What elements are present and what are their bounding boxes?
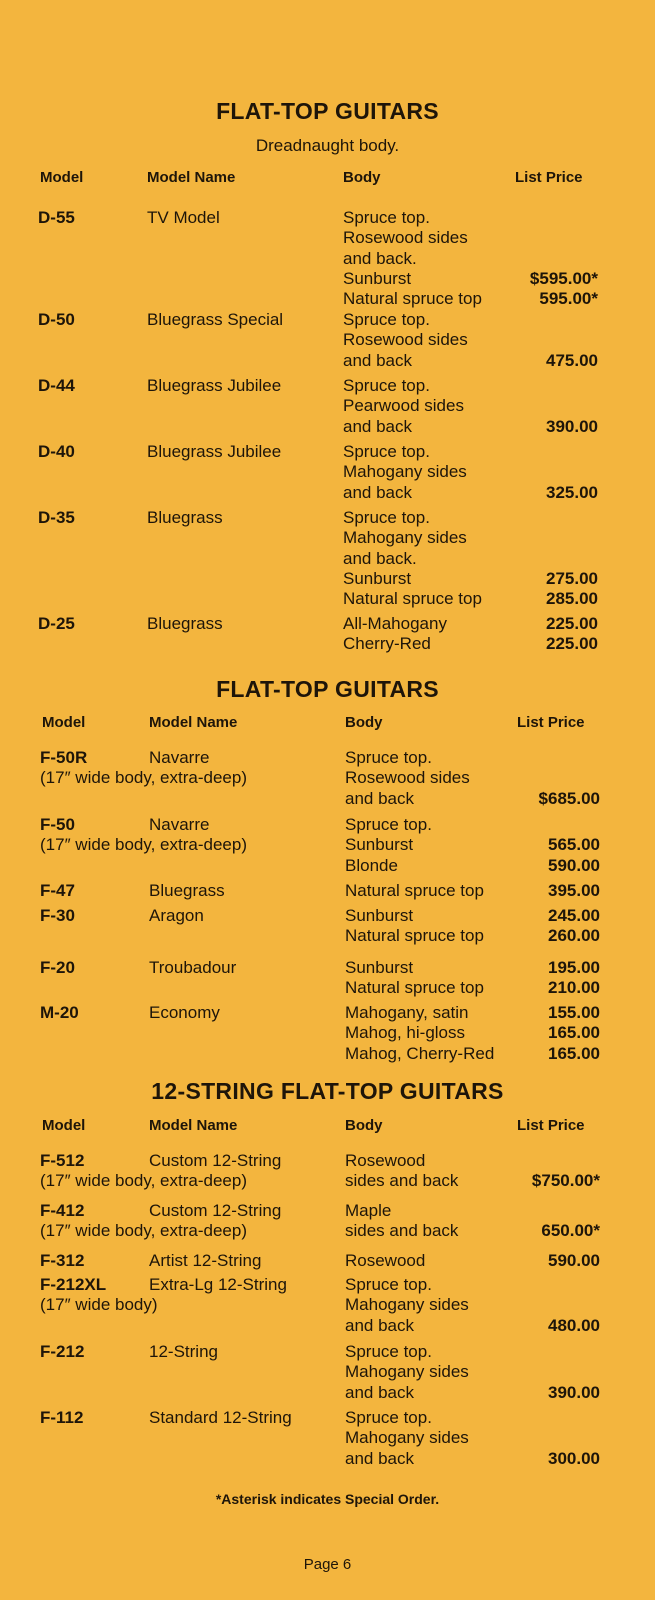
section-subtitle-dreadnaught: Dreadnaught body. [255,136,400,155]
model-code: F-112 [40,1408,84,1427]
column-header-model-name: Model Name [147,169,236,186]
model-name: Bluegrass [149,881,225,900]
body-spec: Spruce top. [343,376,430,395]
body-spec: Natural spruce top [345,881,484,900]
list-price: 650.00* [541,1221,600,1241]
column-header-model: Model [42,1117,86,1134]
body-spec: Rosewood [345,1151,426,1170]
section-title-12-string: 12-STRING FLAT-TOP GUITARS [151,1078,504,1104]
model-code: F-212 [40,1342,85,1361]
body-spec: and back [343,350,412,370]
body-spec: Mahogany sides [343,528,467,548]
model-code: F-20 [40,958,75,977]
body-spec: All-Mahogany [343,614,447,633]
model-code: F-212XL [40,1275,107,1294]
body-spec: Cherry-Red [343,634,431,654]
list-price: 390.00 [546,416,598,436]
model-code: M-20 [40,1003,79,1022]
body-spec: Pearwood sides [343,396,464,416]
column-header-model-name: Model Name [149,1117,238,1134]
section-title-flat-top-2: FLAT-TOP GUITARS [216,676,439,702]
list-price: 210.00 [548,978,600,998]
list-price: 165.00 [548,1043,600,1063]
section-title-flat-top: FLAT-TOP GUITARS [216,98,439,124]
list-price: 590.00 [548,855,600,875]
body-spec: Spruce top. [343,208,430,227]
body-spec: Rosewood sides [343,330,468,350]
body-spec: Spruce top. [343,508,430,527]
body-spec: Sunburst [345,835,414,855]
model-code: D-35 [38,508,75,527]
model-dimensions: (17″ wide body, extra-deep) [40,1221,247,1241]
model-name: Troubadour [149,958,237,977]
body-spec: Spruce top. [343,442,430,461]
list-price: 245.00 [548,906,600,925]
body-spec: Spruce top. [345,1275,432,1294]
special-order-footnote: *Asterisk indicates Special Order. [215,1491,440,1507]
list-price: 475.00 [546,350,598,370]
body-spec: and back [345,1382,414,1402]
body-spec: Natural spruce top [343,589,482,609]
list-price: $685.00 [538,788,600,808]
model-dimensions: (17″ wide body, extra-deep) [40,768,247,788]
body-spec: Rosewood [345,1251,426,1270]
column-header-body: Body [345,714,383,731]
model-name: Navarre [149,815,210,834]
body-spec: Sunburst [343,568,412,588]
body-spec: and back. [343,548,417,568]
model-code: D-44 [38,376,75,395]
body-spec: Natural spruce top [343,289,482,309]
model-code: D-40 [38,442,75,461]
model-code: F-412 [40,1201,85,1220]
model-name: Bluegrass Jubilee [147,442,282,461]
column-header-body: Body [345,1117,383,1134]
model-code: F-512 [40,1151,85,1170]
column-header-model: Model [40,169,84,186]
model-code: F-312 [40,1251,85,1270]
body-spec: Rosewood sides [345,768,470,788]
model-code: D-25 [38,614,75,633]
model-name: Artist 12-String [149,1251,262,1270]
body-spec: Spruce top. [343,310,430,329]
body-spec: Mahog, Cherry-Red [345,1043,495,1063]
model-code: F-30 [40,906,75,925]
body-spec: sides and back [345,1221,459,1241]
list-price: 155.00 [548,1003,600,1022]
model-name: Bluegrass Special [147,310,284,329]
page-number: Page 6 [303,1556,352,1573]
model-dimensions: (17″ wide body) [40,1295,158,1315]
model-name: Aragon [149,906,204,925]
model-name: Custom 12-String [149,1201,282,1220]
column-header-list-price: List Price [517,1117,585,1134]
model-code: F-47 [40,881,75,900]
body-spec: and back [343,416,412,436]
column-header-list-price: List Price [515,169,583,186]
model-name: Bluegrass Jubilee [147,376,282,395]
body-spec: sides and back [345,1171,459,1191]
body-spec: Mahogany sides [345,1428,469,1448]
model-code: F-50R [40,748,88,767]
model-name: TV Model [147,208,220,227]
list-price: 390.00 [548,1382,600,1402]
body-spec: Mahog, hi-gloss [345,1023,466,1043]
body-spec: Sunburst [345,958,414,977]
list-price: 165.00 [548,1023,600,1043]
body-spec: Mahogany, satin [345,1003,469,1022]
list-price: $750.00* [531,1171,600,1191]
list-price: 285.00 [546,589,598,609]
body-spec: Sunburst [345,906,414,925]
model-code: D-50 [38,310,75,329]
list-price: 300.00 [548,1448,600,1468]
body-spec: Spruce top. [345,1408,432,1427]
model-name: Standard 12-String [149,1408,292,1427]
body-spec: and back [345,788,414,808]
body-spec: Spruce top. [345,748,432,767]
body-spec: Mahogany sides [345,1362,469,1382]
model-name: Bluegrass [147,508,223,527]
list-price: $595.00* [529,268,598,288]
column-header-model-name: Model Name [149,714,238,731]
body-spec: Sunburst [343,268,412,288]
model-name: Extra-Lg 12-String [149,1275,287,1294]
list-price: 325.00 [546,482,598,502]
model-code: D-55 [38,208,75,227]
model-name: 12-String [149,1342,218,1361]
body-spec: Mahogany sides [343,462,467,482]
model-name: Economy [149,1003,220,1022]
column-header-list-price: List Price [517,714,585,731]
body-spec: Rosewood sides [343,228,468,248]
body-spec: Blonde [345,855,398,875]
column-header-model: Model [42,714,86,731]
model-name: Navarre [149,748,210,767]
body-spec: Mahogany sides [345,1295,469,1315]
body-spec: and back. [343,248,417,268]
list-price: 590.00 [548,1251,600,1270]
body-spec: and back [343,482,412,502]
column-header-body: Body [343,169,381,186]
list-price: 195.00 [548,958,600,977]
list-price: 595.00* [539,289,598,309]
list-price: 480.00 [548,1315,600,1335]
model-code: F-50 [40,815,75,834]
body-spec: and back [345,1448,414,1468]
list-price: 395.00 [548,881,600,900]
model-name: Custom 12-String [149,1151,282,1170]
list-price: 225.00 [546,614,598,633]
body-spec: Spruce top. [345,815,432,834]
model-name: Bluegrass [147,614,223,633]
list-price: 260.00 [548,926,600,946]
body-spec: Natural spruce top [345,926,484,946]
body-spec: Maple [345,1201,392,1220]
body-spec: and back [345,1315,414,1335]
model-dimensions: (17″ wide body, extra-deep) [40,1171,247,1191]
body-spec: Natural spruce top [345,978,484,998]
list-price: 275.00 [546,568,598,588]
body-spec: Spruce top. [345,1342,432,1361]
list-price: 225.00 [546,634,598,654]
model-dimensions: (17″ wide body, extra-deep) [40,835,247,855]
list-price: 565.00 [548,835,600,855]
